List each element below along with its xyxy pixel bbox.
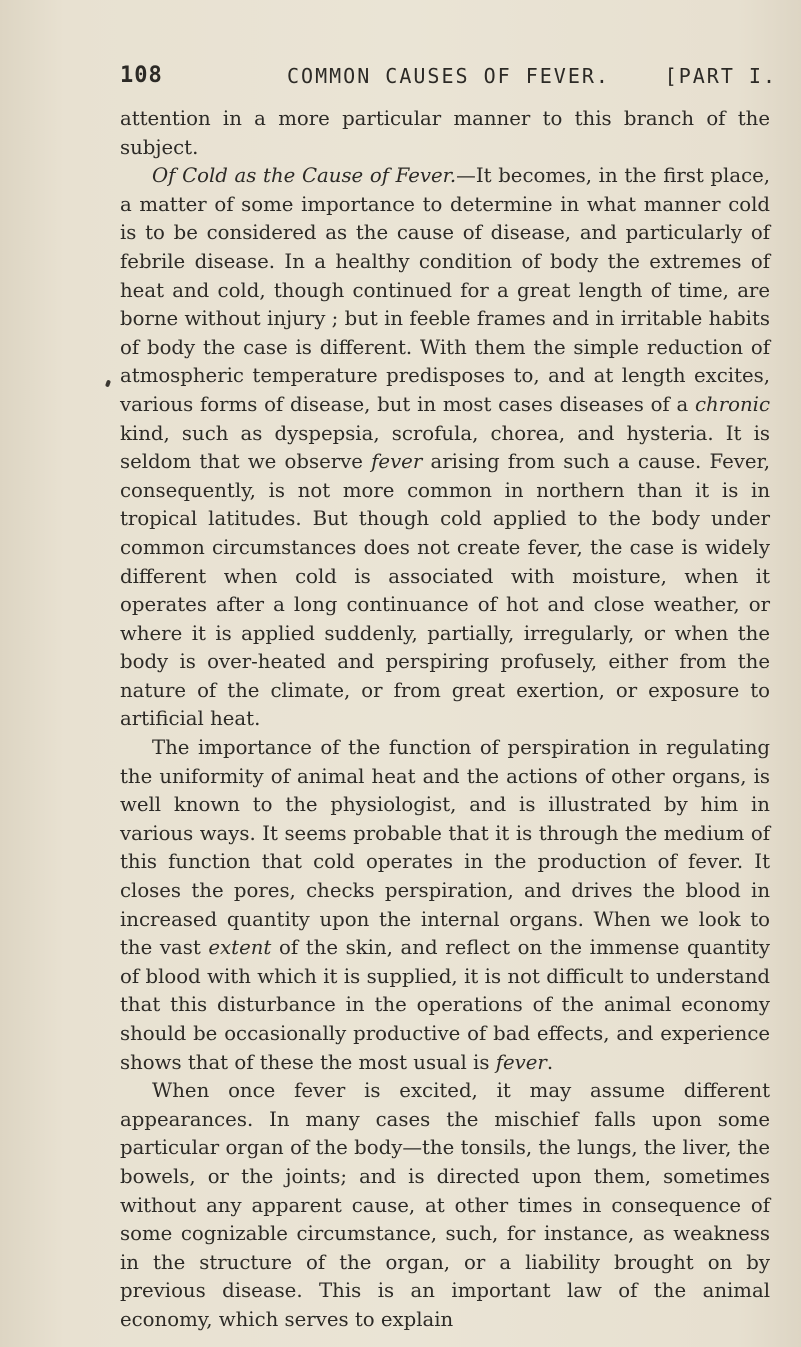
paragraph-continuation: attention in a more particular manner to this branch of the subject.	[120, 107, 770, 159]
paragraph-text: kind, such as dyspepsia, scrofula, chorea, and hysteria. It is seldom that we observe	[120, 421, 770, 474]
paragraph-text: arising from such a cause. Fever, consequently, is not more common in northern than it is in tropical latitudes. But though cold applied to the body under common circumstances does not create fever, the case is widely different when cold is associated with moisture, when it operates after a long continuance of hot and close weather, or where it is applied suddenly, partially, irregularly, or when the body is over-heated and perspiring profusely, either from the nature of the climate, or from great exertion, or exposure to artificial heat.	[120, 450, 770, 731]
paragraph-text: It becomes, in the first place, a matter of some importance to determine in what manner cold is to be considered as the cause of disease, and particularly of febrile disease. In a healthy condition of body the extremes of heat and cold, though continued for a great length of time, are borne without injury ; but in feeble frames and in irritable habits of body the case is different. With them the simple reduction of atmospheric temperature predisposes to, and at length excites, various forms of disease, but in most cases diseases of a	[120, 164, 771, 416]
section-heading: Of Cold as the Cause of Fever.	[152, 164, 457, 188]
emphasis-fever: fever	[495, 1050, 547, 1074]
margin-mark	[105, 380, 111, 388]
emphasis-fever: fever	[371, 450, 423, 474]
part-label: [PART I.	[664, 64, 777, 88]
page-number: 108	[120, 63, 163, 88]
paragraph-cold-cause	[120, 162, 770, 734]
paragraph-perspiration	[120, 734, 770, 1077]
heading-dash: —	[456, 164, 476, 188]
emphasis-extent: extent	[208, 936, 272, 960]
paragraph-text: of the skin, and reflect on the immense quantity of blood with which it is supplied, it is not difficult to understand that this disturbance in the operations of the animal economy should be occasionally productive of bad effects, and experience shows that of these the most usual is	[120, 936, 770, 1074]
running-title: COMMON CAUSES OF FEVER.	[287, 64, 610, 88]
paragraph-fever-appearances: When once fever is excited, it may assume different appearances. In many cases the mischief falls upon some particular organ of the body—the tonsils, the lungs, the liver, the bowels, or the joints; and is directed upon them, sometimes without any apparent cause, at other times in consequence of some cognizable circumstance, such, for instance, as weakness in the structure of the organ, or a liability brought on by previous disease. This is an important law of the animal economy, which serves to explain	[120, 1079, 770, 1331]
emphasis-chronic: chronic	[695, 392, 770, 416]
body-text	[120, 105, 770, 1335]
paragraph-text: .	[546, 1050, 554, 1074]
paragraph-text: The importance of the function of perspiration in regulating the uniformity of animal heat and the actions of other organs, is well known to the physiologist, and is illustrated by him in various ways. It seems probable that it is through the medium of this function that cold operates in the production of fever. It closes the pores, checks perspiration, and drives the blood in increased quantity upon the internal organs. When we look to the vast	[120, 736, 770, 960]
page-header	[107, 60, 787, 92]
